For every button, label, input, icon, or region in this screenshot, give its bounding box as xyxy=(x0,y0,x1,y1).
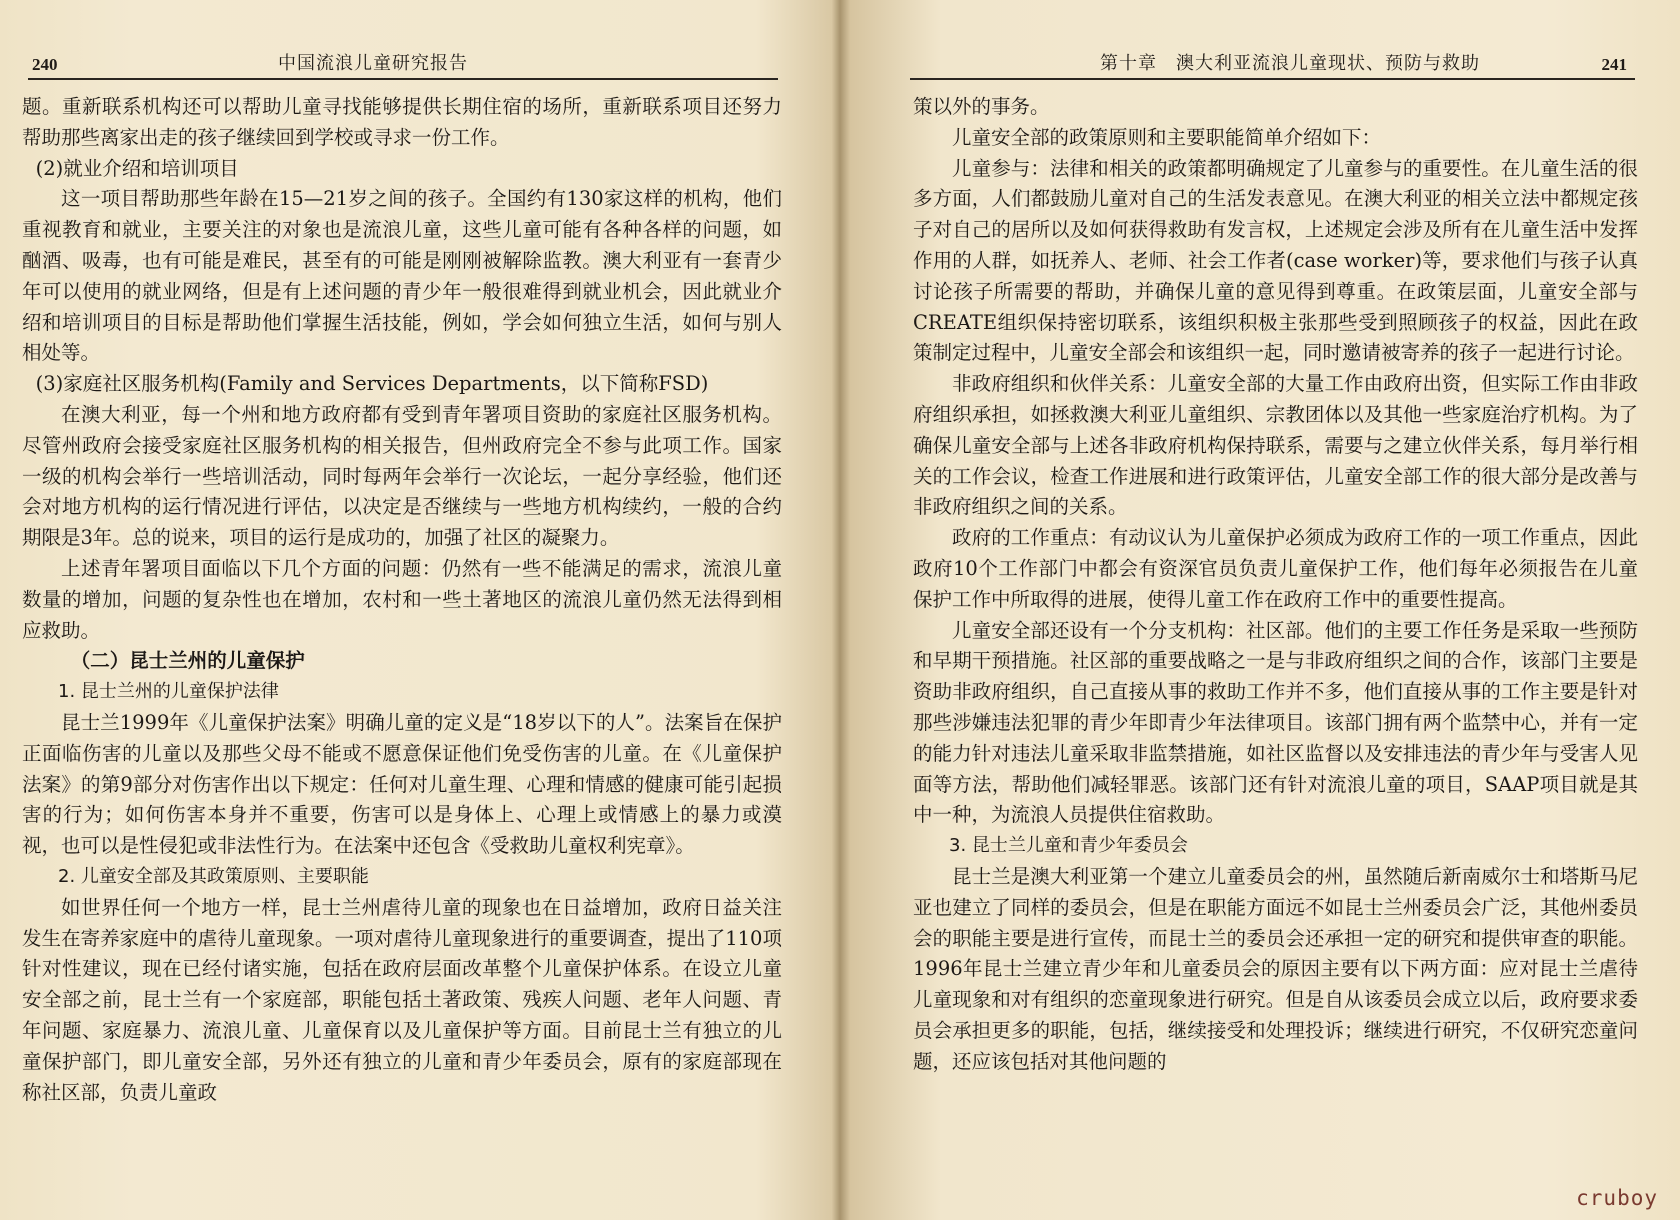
right-running-title: 第十章 澳大利亚流浪儿童现状、预防与救助 xyxy=(1100,53,1480,74)
right-page xyxy=(835,0,1680,1220)
paragraph: 非政府组织和伙伴关系：儿童安全部的大量工作由政府出资，但实际工作由非政府组织承担，如拯救澳大利亚儿童组织、宗教团体以及其他一些家庭治疗机构。为了确保儿童安全部与上述各非政府机构保持联系，需要与之建立伙伴关系，每月举行相关的工作会议，检查工作进展和进行政策评估，儿童安全部工作的很大部分是改善与非政府组织之间的关系。 xyxy=(913,372,1638,519)
paragraph: 题。重新联系机构还可以帮助儿童寻找能够提供长期住宿的场所，重新联系项目还努力帮助那些离家出走的孩子继续回到学校或寻求一份工作。 xyxy=(22,95,782,149)
left-page-header xyxy=(28,50,778,80)
left-body-text xyxy=(22,92,782,1108)
left-page-number: 240 xyxy=(32,55,58,74)
paragraph: 儿童安全部的政策原则和主要职能简单介绍如下： xyxy=(952,125,1382,149)
paragraph: 上述青年署项目面临以下几个方面的问题：仍然有一些不能满足的需求，流浪儿童数量的增加，问题的复杂性也在增加，农村和一些土著地区的流浪儿童仍然无法得到相应救助。 xyxy=(22,556,782,642)
right-page-number: 241 xyxy=(1601,55,1627,74)
left-running-title: 中国流浪儿童研究报告 xyxy=(278,53,468,74)
paragraph: (2)就业介绍和培训项目 xyxy=(35,156,239,180)
paragraph: 儿童参与：法律和相关的政策都明确规定了儿童参与的重要性。在儿童生活的很多方面，人们都鼓励儿童对自己的生活发表意见。在澳大利亚的相关立法中都规定孩子对自己的居所以及如何获得救助有发言权，上述规定会涉及所有在儿童生活中发挥作用的人群，如抚养人、老师、社会工作者(case worker)等，要求他们与孩子认真讨论孩子所需要的帮助，并确保儿童的意见得到尊重。在政策层面，儿童安全部与CREATE组织保持密切联系，该组织积极主张那些受到照顾孩子的权益，因此在政策制定过程中，儿童安全部会和该组织一起，同时邀请被寄养的孩子一起进行讨论。 xyxy=(913,156,1638,365)
paragraph: (3)家庭社区服务机构(Family and Services Departments，以下简称FSD) xyxy=(35,372,709,396)
paragraph: 昆士兰是澳大利亚第一个建立儿童委员会的州，虽然随后新南威尔士和塔斯马尼亚也建立了同样的委员会，但是在职能方面远不如昆士兰州委员会广泛，其他州委员会的职能主要是进行宣传，而昆士兰的委员会还承担一定的研究和提供审查的职能。1996年昆士兰建立青少年和儿童委员会的原因主要有以下两方面：应对昆士兰虐待儿童现象和对有组织的恋童现象进行研究。但是自从该委员会成立以后，政府要求委员会承担更多的职能，包括，继续接受和处理投诉；继续进行研究，不仅研究恋童问题，还应该包括对其他问题的 xyxy=(913,864,1638,1073)
paragraph: 昆士兰1999年《儿童保护法案》明确儿童的定义是“18岁以下的人”。法案旨在保护正面临伤害的儿童以及那些父母不能或不愿意保证他们免受伤害的儿童。在《儿童保护法案》的第9部分对伤害作出以下规定：任何对儿童生理、心理和情感的健康可能引起损害的行为；如何伤害本身并不重要，伤害可以是身体上、心理上或情感上的暴力或漠视，也可以是性侵犯或非法性行为。在法案中还包含《受救助儿童权利宪章》。 xyxy=(22,710,782,858)
paragraph: 策以外的事务。 xyxy=(913,95,1050,118)
right-body-text xyxy=(913,92,1638,1078)
subsection-heading: 3. 昆士兰儿童和青少年委员会 xyxy=(949,835,1188,857)
paragraph: 儿童安全部还设有一个分支机构：社区部。他们的主要工作任务是采取一些预防和早期干预措施。社区部的重要战略之一是与非政府组织之间的合作，该部门主要是资助非政府组织，自己直接从事的救助工作并不多，他们直接从事的工作主要是针对那些涉嫌违法犯罪的青少年即青少年法律项目。该部门拥有两个监禁中心，并有一定的能力针对违法儿童采取非监禁措施，如社区监督以及安排违法的青少年与受害人见面等方法，帮助他们减轻罪恶。该部门还有针对流浪儿童的项目，SAAP项目就是其中一种，为流浪人员提供住宿救助。 xyxy=(913,618,1638,827)
section-heading: （二）昆士兰州的儿童保护 xyxy=(70,649,305,673)
paragraph: 这一项目帮助那些年龄在15—21岁之间的孩子。全国约有130家这样的机构，他们重视教育和就业，主要关注的对象也是流浪儿童，这些儿童可能有各种各样的问题，如酗酒、吸毒，也有可能是难民，甚至有的可能是刚刚被解除监教。澳大利亚有一套青少年可以使用的就业网络，但是有上述问题的青少年一般很难得到就业机会，因此就业介绍和培训项目的目标是帮助他们掌握生活技能，例如，学会如何独立生活，如何与别人相处等。 xyxy=(22,187,782,365)
subsection-heading: 1. 昆士兰州的儿童保护法律 xyxy=(58,681,279,703)
paragraph: 政府的工作重点：有动议认为儿童保护必须成为政府工作的一项工作重点，因此政府10个工作部门中都会有资深官员负责儿童保护工作，他们每年必须报告在儿童保护工作中所取得的进展，使得儿童工作在政府工作中的重要性提高。 xyxy=(913,526,1638,611)
paragraph: 如世界任何一个地方一样，昆士兰州虐待儿童的现象也在日益增加，政府日益关注发生在寄养家庭中的虐待儿童现象。一项对虐待儿童现象进行的重要调查，提出了110项针对性建议，现在已经付诸实施，包括在政府层面改革整个儿童保护体系。在设立儿童安全部之前，昆士兰有一个家庭部，职能包括土著政策、残疾人问题、老年人问题、青年问题、家庭暴力、流浪儿童、儿童保育以及儿童保护等方面。目前昆士兰有独立的儿童保护部门，即儿童安全部，另外还有独立的儿童和青少年委员会，原有的家庭部现在称社区部，负责儿童政 xyxy=(22,895,782,1104)
right-page-header xyxy=(910,50,1635,80)
watermark: cruboy xyxy=(1576,1186,1658,1210)
left-page xyxy=(0,0,830,1220)
paragraph: 在澳大利亚，每一个州和地方政府都有受到青年署项目资助的家庭社区服务机构。尽管州政府会接受家庭社区服务机构的相关报告，但州政府完全不参与此项工作。国家一级的机构会举行一些培训活动，同时每两年会举行一次论坛，一起分享经验，他们还会对地方机构的运行情况进行评估，以决定是否继续与一些地方机构续约，一般的合约期限是3年。总的说来，项目的运行是成功的，加强了社区的凝聚力。 xyxy=(22,402,782,550)
subsection-heading: 2. 儿童安全部及其政策原则、主要职能 xyxy=(58,865,369,887)
